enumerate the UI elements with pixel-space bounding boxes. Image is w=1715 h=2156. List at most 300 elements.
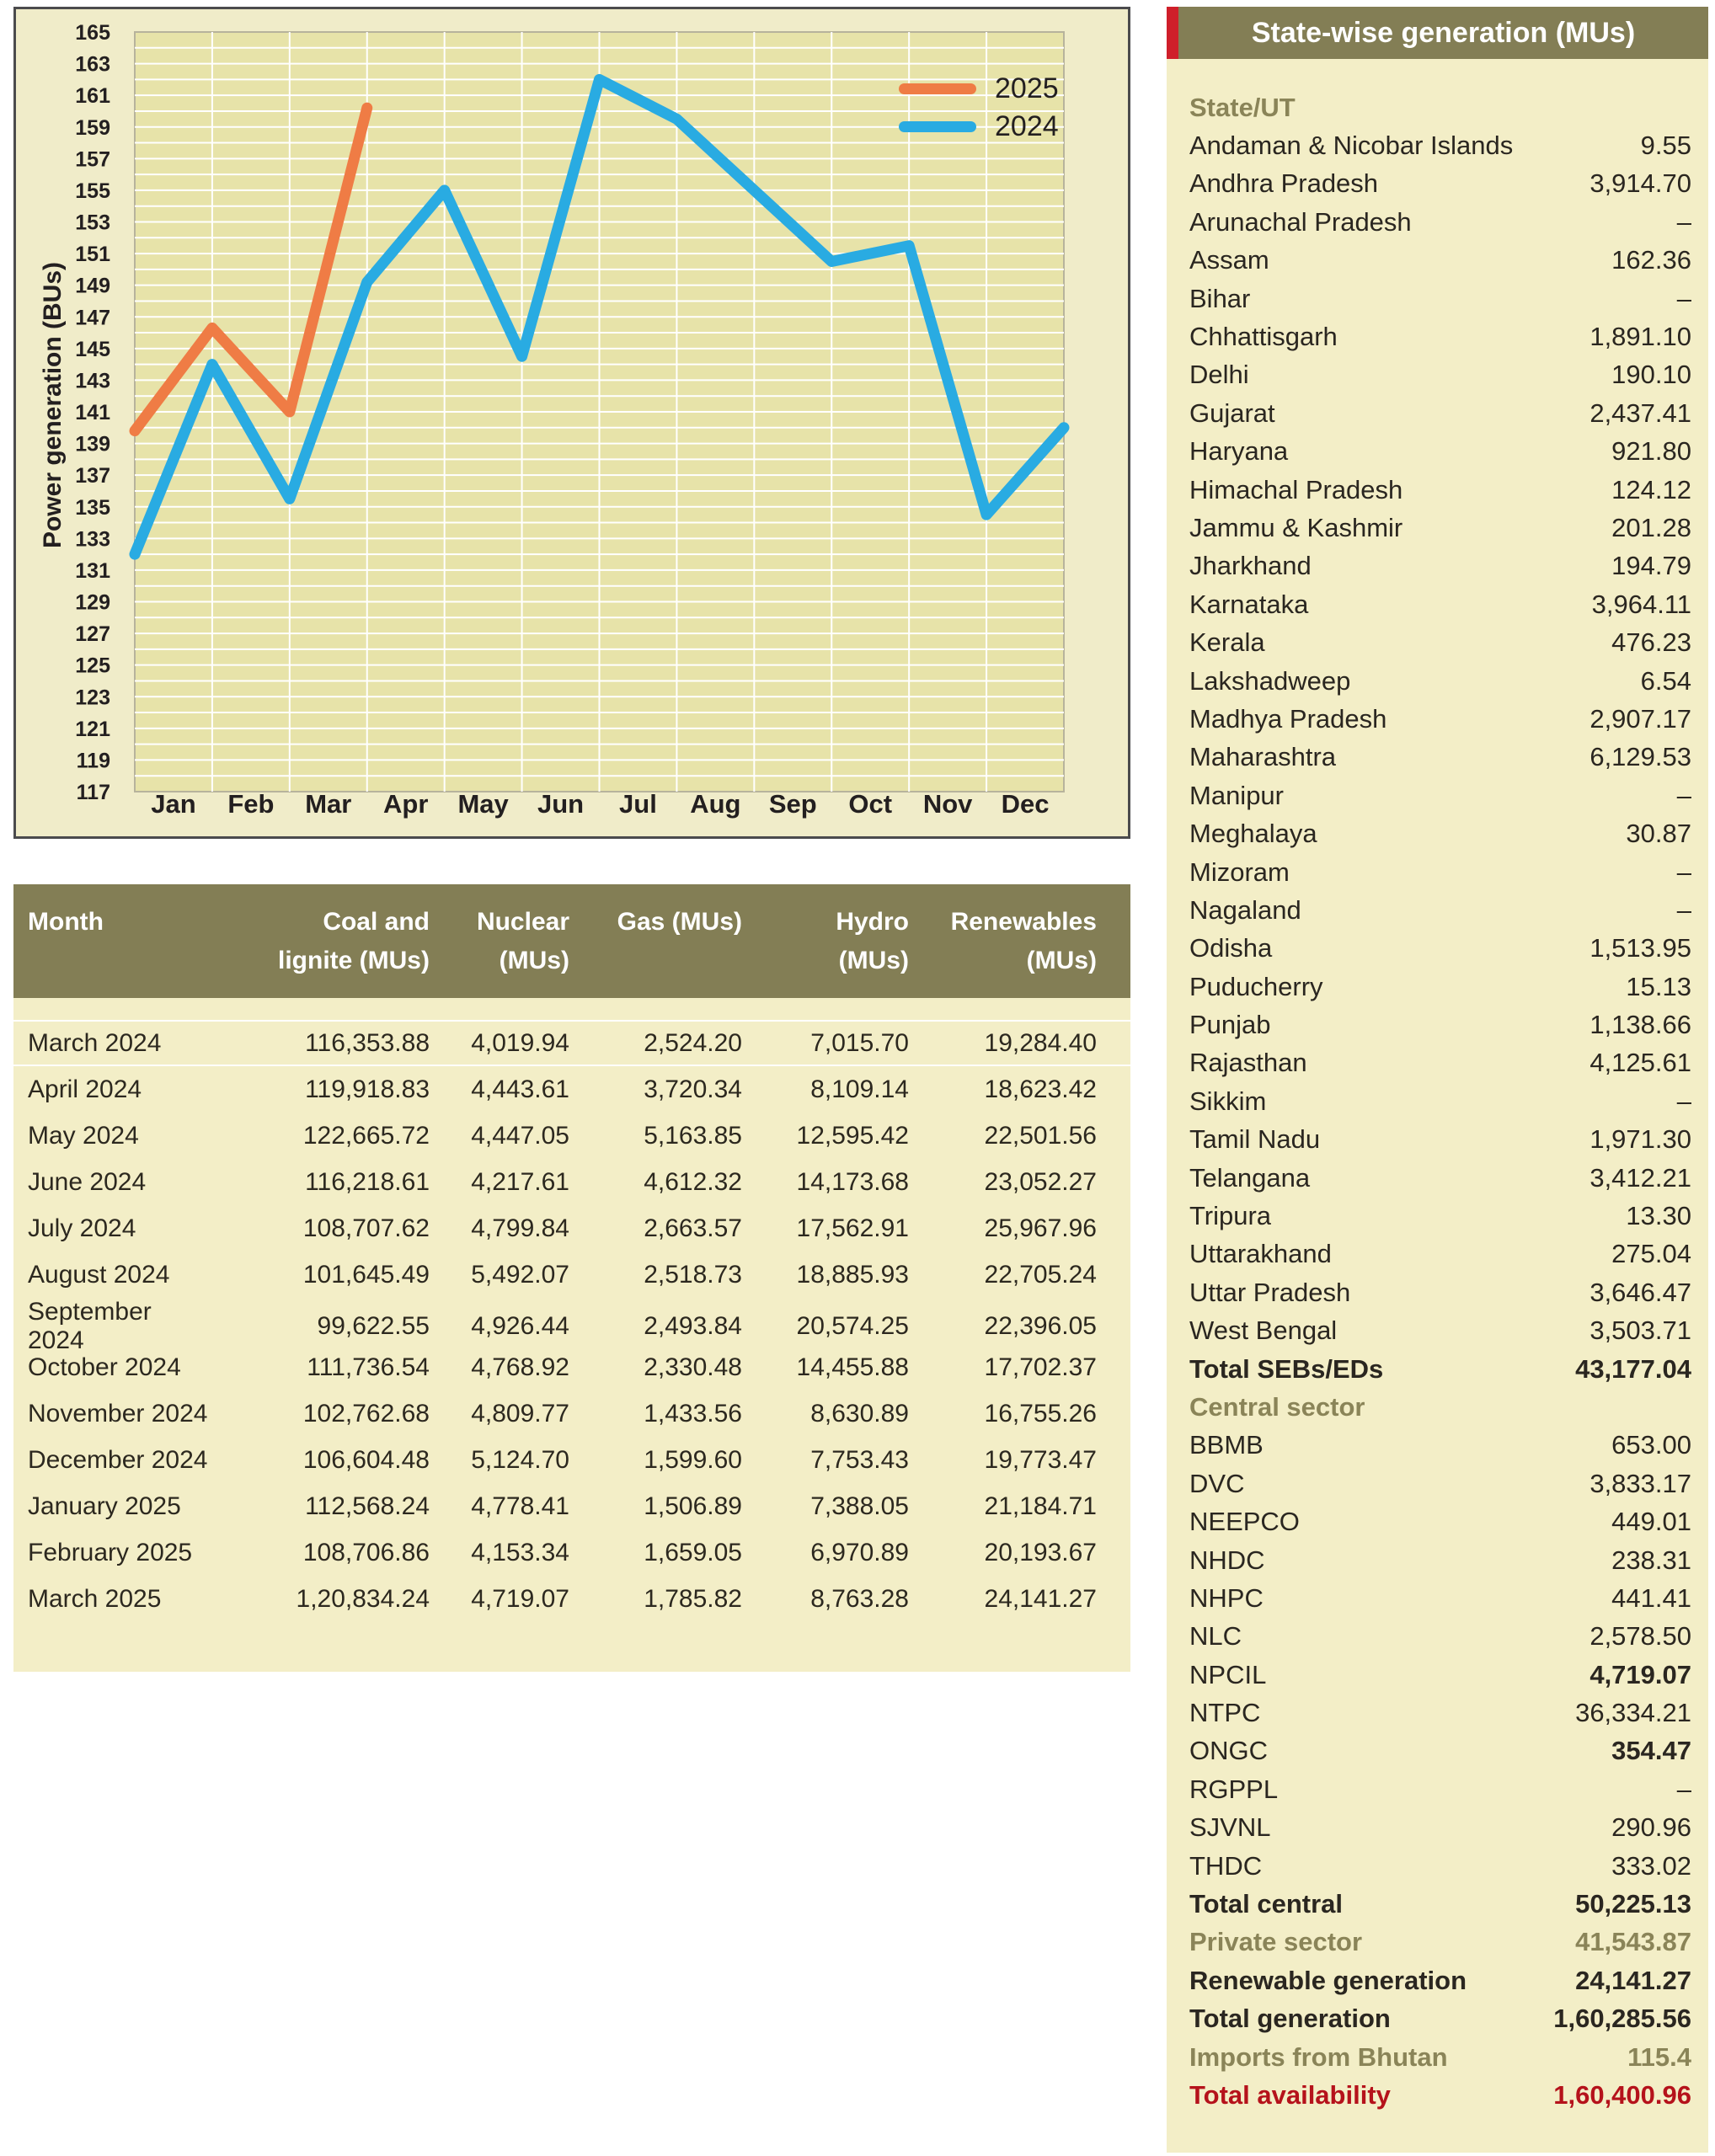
state-row [1167, 1770, 1708, 1808]
x-tick-label: Nov [922, 789, 973, 819]
cell-renewables: 22,501.56 [984, 1121, 1097, 1150]
cell-month: December 2024 [28, 1445, 208, 1474]
row-label: Meghalaya [1189, 819, 1317, 849]
state-row [1167, 1694, 1708, 1732]
row-label: Andhra Pradesh [1189, 168, 1379, 199]
y-tick-label: 163 [75, 52, 110, 77]
row-label: NPCIL [1189, 1659, 1267, 1689]
row-value: 190.10 [1611, 360, 1691, 390]
row-value: 115.4 [1627, 2041, 1691, 2072]
state-row [1167, 891, 1708, 929]
row-value: 290.96 [1611, 1812, 1691, 1843]
y-tick-label: 123 [75, 686, 110, 710]
cell-renewables: 20,193.67 [984, 1538, 1097, 1566]
cell-coal: 122,665.72 [302, 1121, 430, 1150]
row-value: 6.54 [1640, 665, 1691, 696]
cell-coal: 112,568.24 [305, 1492, 430, 1520]
x-tick-label: Apr [383, 789, 429, 819]
state-row [1167, 2038, 1708, 2076]
row-value: 4,125.61 [1589, 1048, 1691, 1078]
row-label: Jammu & Kashmir [1189, 512, 1403, 542]
row-label: Odisha [1189, 933, 1273, 963]
cell-month: July 2024 [28, 1214, 136, 1242]
state-row [1167, 2076, 1708, 2114]
row-value: – [1676, 1774, 1691, 1804]
cell-coal: 111,736.54 [307, 1353, 430, 1381]
cell-gas: 3,720.34 [644, 1075, 742, 1103]
row-value: 1,138.66 [1589, 1010, 1691, 1040]
col-header-hydro: Hydro (MUs) [836, 908, 909, 974]
state-row [1167, 1465, 1708, 1502]
row-value: 275.04 [1611, 1239, 1691, 1269]
row-label: Punjab [1189, 1010, 1271, 1040]
x-tick-label: Mar [305, 789, 352, 819]
row-value: 162.36 [1611, 245, 1691, 275]
cell-month: October 2024 [28, 1353, 181, 1381]
row-label: Madhya Pradesh [1189, 703, 1387, 734]
cell-gas: 1,433.56 [644, 1399, 742, 1428]
state-row [1167, 203, 1708, 241]
legend-label-2024: 2024 [995, 109, 1059, 142]
state-row [1167, 1044, 1708, 1082]
cell-nuclear: 4,153.34 [471, 1538, 569, 1566]
state-row [1167, 1732, 1708, 1770]
row-label: Himachal Pradesh [1189, 474, 1403, 504]
row-value: 15.13 [1626, 971, 1691, 1001]
legend-swatch-2024-icon [899, 121, 976, 132]
cell-hydro: 8,763.28 [810, 1584, 909, 1613]
row-label: Total central [1189, 1889, 1344, 1919]
monthly-table-header [13, 884, 1130, 998]
cell-hydro: 8,630.89 [810, 1399, 909, 1428]
cell-renewables: 22,396.05 [984, 1312, 1097, 1340]
state-row [1167, 1961, 1708, 1999]
cell-nuclear: 4,778.41 [471, 1492, 569, 1520]
state-row [1167, 1924, 1708, 1961]
y-tick-label: 117 [76, 781, 110, 804]
cell-hydro: 12,595.42 [796, 1121, 909, 1150]
state-row [1167, 1541, 1708, 1579]
cell-gas: 5,163.85 [644, 1121, 742, 1150]
row-label: NLC [1189, 1621, 1242, 1652]
state-row [1167, 1809, 1708, 1847]
legend-label-2025: 2025 [995, 72, 1059, 104]
row-label: Nagaland [1189, 894, 1301, 925]
state-row [1167, 1847, 1708, 1885]
y-tick-label: 119 [76, 749, 110, 773]
row-label: Haryana [1189, 436, 1289, 467]
cell-coal: 99,622.55 [317, 1312, 430, 1340]
cell-gas: 2,518.73 [644, 1260, 742, 1289]
power-generation-chart-panel [13, 7, 1130, 839]
x-tick-label: Feb [227, 789, 275, 819]
state-row [1167, 280, 1708, 318]
row-value: 6,129.53 [1589, 742, 1691, 772]
y-tick-label: 125 [75, 654, 110, 678]
row-value: 36,334.21 [1575, 1698, 1691, 1728]
monthly-table-row [13, 1066, 1130, 1113]
cell-hydro: 6,970.89 [810, 1538, 909, 1566]
monthly-table-row [13, 1437, 1130, 1483]
y-tick-label: 161 [75, 84, 110, 109]
state-row [1167, 1006, 1708, 1043]
state-row [1167, 356, 1708, 394]
row-label: Kerala [1189, 627, 1265, 658]
state-row [1167, 242, 1708, 280]
row-value: – [1676, 780, 1691, 810]
cell-hydro: 8,109.14 [810, 1075, 909, 1103]
row-value: 3,833.17 [1589, 1468, 1691, 1498]
row-value: 13.30 [1626, 1201, 1691, 1231]
y-tick-label: 143 [75, 369, 110, 393]
row-label: Jharkhand [1189, 551, 1312, 581]
row-label: Total availability [1189, 2080, 1391, 2110]
cell-renewables: 19,773.47 [984, 1445, 1097, 1474]
row-value: 2,578.50 [1589, 1621, 1691, 1652]
y-tick-label: 151 [75, 243, 110, 267]
cell-coal: 102,762.68 [302, 1399, 430, 1428]
cell-nuclear: 4,799.84 [471, 1214, 569, 1242]
row-label: State/UT [1189, 92, 1296, 122]
state-row [1167, 1235, 1708, 1273]
x-tick-label: Dec [1001, 789, 1050, 819]
col-header-nuclear: Nuclear (MUs) [476, 908, 569, 974]
row-value: 30.87 [1626, 819, 1691, 849]
state-row [1167, 700, 1708, 738]
state-row [1167, 930, 1708, 968]
cell-gas: 2,493.84 [644, 1312, 742, 1340]
cell-hydro: 20,574.25 [796, 1312, 909, 1340]
section-header-row [1167, 88, 1708, 126]
state-row [1167, 2000, 1708, 2038]
state-row [1167, 1885, 1708, 1923]
row-value: 4,719.07 [1589, 1659, 1691, 1689]
state-row [1167, 1121, 1708, 1159]
state-row [1167, 471, 1708, 509]
row-label: Bihar [1189, 283, 1251, 313]
row-label: RGPPL [1189, 1774, 1279, 1804]
y-axis-title: Power generation (BUs) [39, 261, 67, 549]
row-value: – [1676, 857, 1691, 887]
cell-month: February 2025 [28, 1538, 193, 1566]
state-row [1167, 739, 1708, 776]
row-label: Sikkim [1189, 1086, 1267, 1116]
cell-nuclear: 4,768.92 [471, 1353, 569, 1381]
row-label: Uttar Pradesh [1189, 1277, 1351, 1307]
cell-hydro: 7,388.05 [810, 1492, 909, 1520]
row-label: Renewable generation [1189, 1965, 1467, 1995]
row-label: Rajasthan [1189, 1048, 1307, 1078]
monthly-table-row [13, 1113, 1130, 1159]
row-value: 1,891.10 [1589, 322, 1691, 352]
row-value: 124.12 [1611, 474, 1691, 504]
y-tick-label: 131 [75, 558, 110, 583]
y-tick-label: 165 [75, 21, 110, 45]
row-label: Chhattisgarh [1189, 322, 1338, 352]
monthly-generation-table [13, 884, 1130, 1672]
cell-gas: 1,599.60 [644, 1445, 742, 1474]
row-label: Central sector [1189, 1391, 1365, 1422]
col-header-gas: Gas (MUs) [617, 908, 742, 936]
state-row [1167, 1273, 1708, 1311]
cell-month: June 2024 [28, 1167, 147, 1196]
row-label: Telangana [1189, 1162, 1311, 1193]
state-row [1167, 1082, 1708, 1120]
row-label: Arunachal Pradesh [1189, 206, 1412, 237]
col-header-coal: Coal and lignite (MUs) [278, 908, 430, 974]
row-label: Gujarat [1189, 398, 1275, 428]
row-value: 1,513.95 [1589, 933, 1691, 963]
cell-nuclear: 4,447.05 [471, 1121, 569, 1150]
row-label: Assam [1189, 245, 1269, 275]
row-value: 354.47 [1611, 1736, 1691, 1766]
state-row [1167, 509, 1708, 547]
col-header-renewables: Renewables (MUs) [950, 908, 1097, 974]
y-tick-label: 137 [75, 464, 110, 488]
cell-renewables: 22,705.24 [984, 1260, 1097, 1289]
row-value: 441.41 [1611, 1582, 1691, 1613]
state-wise-generation-panel [1167, 7, 1708, 2153]
state-row [1167, 1312, 1708, 1350]
cell-gas: 2,524.20 [644, 1028, 742, 1057]
state-row [1167, 776, 1708, 814]
cell-renewables: 25,967.96 [984, 1214, 1097, 1242]
state-panel-rows [1167, 88, 1708, 2115]
row-value: 333.02 [1611, 1850, 1691, 1881]
row-value: 43,177.04 [1575, 1353, 1691, 1384]
state-row [1167, 853, 1708, 891]
cell-gas: 2,330.48 [644, 1353, 742, 1381]
row-value: – [1676, 1086, 1691, 1116]
cell-hydro: 7,015.70 [810, 1028, 909, 1057]
cell-renewables: 19,284.40 [984, 1028, 1097, 1057]
legend-swatch-2025-icon [899, 83, 976, 94]
cell-coal: 1,20,834.24 [296, 1584, 430, 1613]
cell-gas: 4,612.32 [644, 1167, 742, 1196]
x-tick-label: Oct [848, 789, 893, 819]
cell-gas: 1,506.89 [644, 1492, 742, 1520]
row-value: – [1676, 283, 1691, 313]
row-label: Manipur [1189, 780, 1284, 810]
row-value: 476.23 [1611, 627, 1691, 658]
y-tick-label: 129 [75, 590, 110, 615]
cell-nuclear: 4,019.94 [471, 1028, 569, 1057]
cell-nuclear: 4,719.07 [471, 1584, 569, 1613]
monthly-table-row [13, 1298, 1130, 1354]
row-value: 3,964.11 [1591, 589, 1691, 619]
row-label: Total SEBs/EDs [1189, 1353, 1384, 1384]
x-tick-label: Jul [619, 789, 657, 819]
row-value: 9.55 [1640, 131, 1691, 161]
row-label: BBMB [1189, 1430, 1264, 1460]
state-row [1167, 1579, 1708, 1617]
row-label: Delhi [1189, 360, 1249, 390]
monthly-table-row [13, 1483, 1130, 1529]
cell-renewables: 18,623.42 [984, 1075, 1097, 1103]
state-row [1167, 547, 1708, 585]
row-value: 3,646.47 [1589, 1277, 1691, 1307]
row-value: 3,914.70 [1589, 168, 1691, 199]
row-label: DVC [1189, 1468, 1245, 1498]
row-value: 1,60,400.96 [1553, 2080, 1691, 2110]
legend-item-2024 [899, 109, 1101, 143]
state-row [1167, 662, 1708, 700]
row-label: Mizoram [1189, 857, 1290, 887]
state-row [1167, 433, 1708, 471]
y-tick-label: 135 [75, 495, 110, 520]
state-row [1167, 394, 1708, 432]
cell-renewables: 24,141.27 [984, 1584, 1097, 1613]
cell-nuclear: 4,443.61 [471, 1075, 569, 1103]
y-tick-label: 121 [75, 717, 110, 741]
cell-nuclear: 5,492.07 [471, 1260, 569, 1289]
state-panel-titlebar [1167, 7, 1708, 59]
cell-coal: 108,707.62 [302, 1214, 430, 1242]
cell-hydro: 7,753.43 [810, 1445, 909, 1474]
cell-hydro: 14,455.88 [796, 1353, 909, 1381]
state-row [1167, 1502, 1708, 1540]
x-tick-label: Sep [768, 789, 817, 819]
row-value: 653.00 [1611, 1430, 1691, 1460]
cell-gas: 1,785.82 [644, 1584, 742, 1613]
y-tick-label: 155 [75, 179, 110, 203]
cell-coal: 108,706.86 [302, 1538, 430, 1566]
row-value: 2,437.41 [1589, 398, 1691, 428]
monthly-table-row [13, 1529, 1130, 1576]
monthly-table-rows [13, 1020, 1130, 1622]
row-label: ONGC [1189, 1736, 1268, 1766]
monthly-table-row [13, 1251, 1130, 1298]
monthly-table-row [13, 1159, 1130, 1205]
y-tick-label: 133 [75, 527, 110, 552]
cell-renewables: 17,702.37 [984, 1353, 1097, 1381]
cell-renewables: 23,052.27 [984, 1167, 1097, 1196]
x-tick-label: May [457, 789, 509, 819]
cell-gas: 2,663.57 [644, 1214, 742, 1242]
monthly-table-row [13, 1205, 1130, 1251]
row-label: THDC [1189, 1850, 1263, 1881]
x-tick-label: Jun [537, 789, 585, 819]
row-value: 1,60,285.56 [1553, 2004, 1691, 2034]
y-tick-label: 145 [75, 337, 110, 361]
cell-coal: 106,604.48 [302, 1445, 430, 1474]
state-row [1167, 814, 1708, 852]
cell-nuclear: 4,217.61 [471, 1167, 569, 1196]
cell-renewables: 16,755.26 [984, 1399, 1097, 1428]
state-row [1167, 1427, 1708, 1465]
row-label: Andaman & Nicobar Islands [1189, 131, 1514, 161]
row-label: Tripura [1189, 1201, 1272, 1231]
row-label: Maharashtra [1189, 742, 1337, 772]
row-value: 449.01 [1611, 1507, 1691, 1537]
row-label: Total generation [1189, 2004, 1391, 2034]
row-value: 3,503.71 [1589, 1315, 1691, 1346]
cell-month: August 2024 [28, 1260, 170, 1289]
cell-coal: 101,645.49 [302, 1260, 430, 1289]
row-value: 1,971.30 [1589, 1124, 1691, 1155]
section-header-row [1167, 1388, 1708, 1426]
row-value: 194.79 [1611, 551, 1691, 581]
cell-coal: 116,353.88 [305, 1028, 430, 1057]
row-label: NTPC [1189, 1698, 1261, 1728]
cell-renewables: 21,184.71 [984, 1492, 1097, 1520]
row-value: 3,412.21 [1589, 1162, 1691, 1193]
cell-month: March 2024 [28, 1028, 162, 1057]
y-tick-label: 153 [75, 211, 110, 235]
y-tick-label: 149 [75, 274, 110, 298]
col-header-month: Month [28, 908, 104, 936]
row-value: 41,543.87 [1575, 1927, 1691, 1957]
cell-nuclear: 4,926.44 [471, 1312, 569, 1340]
cell-month: November 2024 [28, 1399, 208, 1428]
row-label: West Bengal [1189, 1315, 1338, 1346]
row-label: Puducherry [1189, 971, 1323, 1001]
cell-gas: 1,659.05 [644, 1538, 742, 1566]
row-label: Private sector [1189, 1927, 1363, 1957]
state-row [1167, 1159, 1708, 1197]
monthly-table-row [13, 1576, 1130, 1622]
y-tick-label: 141 [75, 401, 110, 424]
cell-hydro: 14,173.68 [796, 1167, 909, 1196]
cell-month: September 2024 [28, 1298, 152, 1354]
y-tick-label: 157 [75, 147, 110, 172]
row-label: NEEPCO [1189, 1507, 1300, 1537]
row-label: Uttarakhand [1189, 1239, 1332, 1269]
row-value: 201.28 [1611, 512, 1691, 542]
state-row [1167, 1350, 1708, 1388]
cell-month: January 2025 [28, 1492, 181, 1520]
row-value: – [1676, 894, 1691, 925]
state-row [1167, 1656, 1708, 1694]
row-value: 238.31 [1611, 1545, 1691, 1575]
cell-month: April 2024 [28, 1075, 142, 1103]
cell-month: March 2025 [28, 1584, 162, 1613]
state-row [1167, 585, 1708, 623]
row-value: 24,141.27 [1575, 1965, 1691, 1995]
cell-nuclear: 4,809.77 [471, 1399, 569, 1428]
row-label: Lakshadweep [1189, 665, 1351, 696]
x-tick-label: Jan [151, 789, 196, 819]
state-row [1167, 1197, 1708, 1235]
y-tick-label: 147 [75, 306, 110, 330]
row-label: Imports from Bhutan [1189, 2041, 1448, 2072]
monthly-table-row [13, 1020, 1130, 1066]
state-row [1167, 968, 1708, 1006]
row-value: – [1676, 206, 1691, 237]
row-value: 2,907.17 [1589, 703, 1691, 734]
row-label: NHPC [1189, 1582, 1264, 1613]
cell-hydro: 18,885.93 [796, 1260, 909, 1289]
row-label: SJVNL [1189, 1812, 1271, 1843]
x-tick-label: Aug [690, 789, 741, 819]
cell-coal: 119,918.83 [305, 1075, 430, 1103]
state-row [1167, 165, 1708, 203]
cell-hydro: 17,562.91 [796, 1214, 909, 1242]
row-label: Tamil Nadu [1189, 1124, 1321, 1155]
monthly-table-row [13, 1390, 1130, 1437]
state-row [1167, 318, 1708, 355]
legend-item-2025 [899, 72, 1101, 105]
cell-coal: 116,218.61 [305, 1167, 430, 1196]
cell-nuclear: 5,124.70 [471, 1445, 569, 1474]
row-label: Karnataka [1189, 589, 1309, 619]
row-value: 921.80 [1611, 436, 1691, 467]
row-label: NHDC [1189, 1545, 1265, 1575]
y-tick-label: 139 [75, 432, 110, 456]
title-red-accent [1167, 7, 1178, 59]
y-tick-label: 127 [75, 622, 110, 647]
row-value: 50,225.13 [1575, 1889, 1691, 1919]
